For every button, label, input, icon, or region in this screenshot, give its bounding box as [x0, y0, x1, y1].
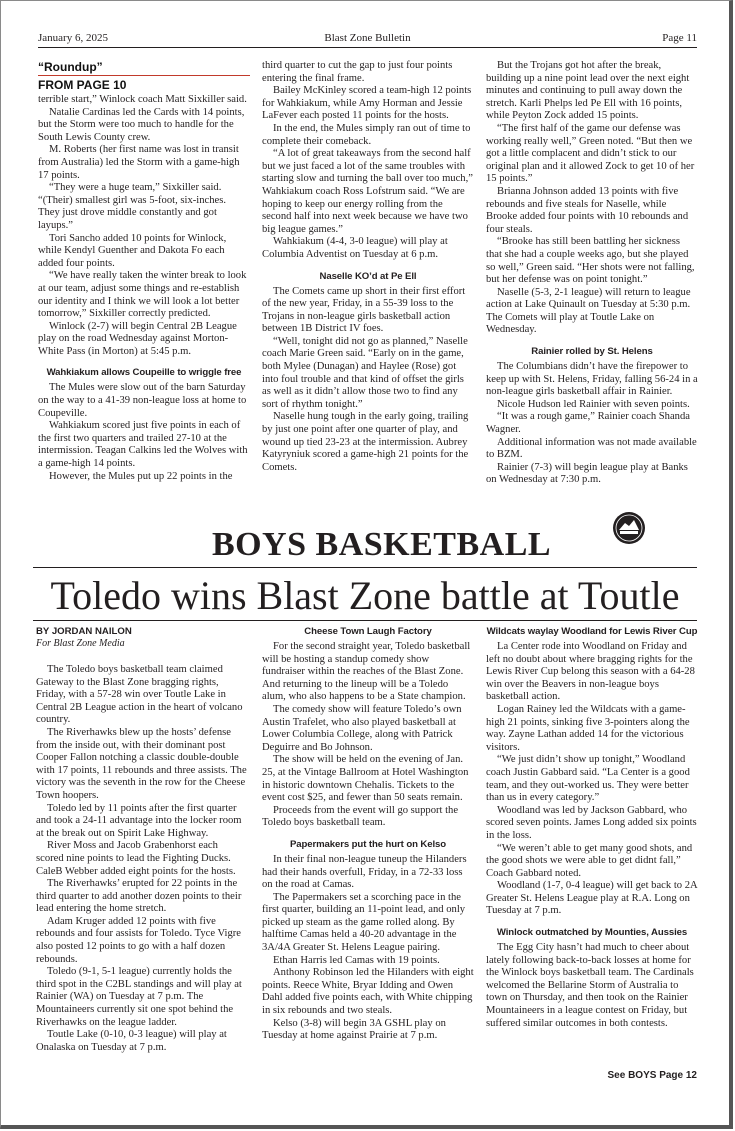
paragraph: The Egg City hasn’t had much to cheer about lately following back-to-back losses at home for the Winlock boys basketball team. The Cardinals welcomed the Bellarine Storm of Australia to town on Thursday, and then took on the Rainier Mountaineers in a league contest on Friday, but suffered similar outcomes in both contests.: [486, 942, 694, 1029]
paragraph: Rainier (7-3) will begin league play at Banks on Wednesday at 7:30 p.m.: [486, 461, 688, 486]
story-column-1: [36, 626, 248, 1054]
page-number: Page 11: [662, 32, 697, 44]
paragraph: “A lot of great takeaways from the second half but we just faced a lot of the same troubles with starting slow and turning the ball over too much,” Wahkiakum coach Ross Lofstrum said. “We are hoping to keep our energy rolling from the second half into next week because we have two big league games.”: [262, 148, 473, 235]
story-column-3: [486, 626, 698, 1030]
paragraph: Woodland was led by Jackson Gabbard, who scored seven points. James Long added six points in the loss.: [486, 804, 697, 841]
subhead-naselle: Naselle KO’d at Pe Ell: [319, 270, 417, 282]
paragraph: The Mules were slow out of the barn Saturday on the way to a 41-39 non-league loss at home to Coupeville.: [38, 382, 247, 419]
paragraph: M. Roberts (her first name was lost in transit from Australia) led the Storm with a game-high 17 points.: [38, 144, 240, 181]
story-headline: Toledo wins Blast Zone battle at Toutle: [50, 573, 680, 618]
paragraph: The Papermakers set a scorching pace in the first quarter, building an 11-point lead, and only picked up steam as the game rolled along. By halftime Camas held a 40-20 advantage in the 3A/4A Greater St. Helens League pairing.: [262, 891, 466, 954]
subhead-cheese-town: Cheese Town Laugh Factory: [304, 626, 432, 637]
paragraph: However, the Mules put up 22 points in the: [49, 470, 233, 482]
paragraph: “Well, tonight did not go as planned,” Naselle coach Marie Green said. “Early on in the game, both Mylee (Dunagan) and Haylee (Rose) got into foul trouble and that kind of offset the girls as well as it didn’t allow those two to find any sort of rhythm tonight.”: [262, 335, 468, 410]
jump-from-label: FROM PAGE 10: [38, 78, 127, 92]
subhead-wahkiakum: Wahkiakum allows Coupeille to wriggle free: [46, 367, 242, 379]
paragraph: Logan Rainey led the Wildcats with a game-high 21 points, sinking five 3-pointers along the way. Zayne Lathan added 14 for the victorious visitors.: [486, 703, 690, 753]
paragraph: Naselle (5-3, 2-1 league) will return to league action at Lake Quinault on Tuesday at 5:30 p.m. The Comets will play at Toutle Lake on Wednesday.: [486, 286, 691, 336]
roundup-column-2: [262, 60, 474, 474]
paragraph: Brianna Johnson added 13 points with five rebounds and five steals for Naselle, while Brooke added four points with 10 rebounds and four steals.: [486, 185, 689, 235]
paragraph: “Brooke has still been battling her sickness that she had a couple weeks ago, but she played so well,” Green said. “Her shots were not falling, but her defense was on point tonight.”: [486, 236, 695, 286]
byline-credit: For Blast Zone Media: [36, 638, 125, 649]
paragraph: Toledo led by 11 points after the first quarter and took a 24-11 advantage into the locker room at the break out on Spirit Lake Highway.: [36, 802, 242, 839]
subhead-winlock: Winlock outmatched by Mounties, Aussies: [496, 927, 688, 939]
paragraph: Wahkiakum scored just five points in each of the first two quarters and trailed 27-10 at the intermission. Teagan Calkins led the Wolves with a game-high 14 points.: [38, 420, 248, 470]
paragraph: Anthony Robinson led the Hilanders with eight points. Reece White, Bryar Idding and Owen Dahl added five points each, with White chipping in six rebounds and two steals.: [262, 967, 474, 1017]
paragraph: “We just didn’t show up tonight,” Woodland coach Justin Gabbard said. “La Center is a good team, and they out-worked us. They were better than us in every category.”: [486, 754, 690, 804]
header-rule: [38, 47, 697, 48]
paragraph: Toutle Lake (0-10, 0-3 league) will play at Onalaska on Tuesday at 7 p.m.: [36, 1029, 227, 1053]
paragraph: terrible start,” Winlock coach Matt Sixkiller said.: [38, 94, 247, 105]
paragraph: Wahkiakum (4-4, 3-0 league) will play at Columbia Adventist on Tuesday at 6 p.m.: [262, 236, 448, 260]
roundup-column-3: [486, 60, 698, 487]
paragraph: The comedy show will feature Toledo’s own Austin Trafelet, who also played basketball at Lower Columbia College, along with Patrick Deguirre and Bo Johnson.: [262, 703, 462, 753]
byline: BY JORDAN NAILON: [36, 626, 132, 637]
headline-rule: [33, 620, 697, 621]
issue-date: January 6, 2025: [38, 32, 108, 44]
paragraph: For the second straight year, Toledo basketball will be hosting a standup comedy show fundraiser within the reaches of the Blast Zone. And returning to the lineup will be a Toledo alum, who also happens to be a State champion.: [262, 641, 471, 703]
paragraph: third quarter to cut the gap to just four points entering the final frame.: [262, 60, 453, 84]
paragraph: The Riverhawks blew up the hosts’ defense from the inside out, with their dominant post Cooper Fallon notching a classic double-double with 17 points, 11 rebounds and three assists. The victory was the seventh in the row for the Cheese Town hoopers.: [36, 726, 247, 801]
paragraph: Additional information was not made available to BZM.: [486, 436, 697, 461]
paragraph: La Center rode into Woodland on Friday and left no doubt about where bragging rights for the Lewis River Cup belong this season with a 64-28 win over the Beavers in non-league boys basketball action.: [486, 641, 695, 703]
paragraph: The Columbians didn’t have the firepower to keep up with St. Helens, Friday, falling 56-24 in a non-league girls basketball affair in Rainier.: [486, 361, 698, 398]
subhead-wildcats: Wildcats waylay Woodland for Lewis River Cup: [486, 626, 698, 637]
paragraph: The Comets came up short in their first effort of the new year, Friday, in a 55-39 loss to the Trojans in non-league girls basketball action between 1B District IV foes.: [262, 285, 466, 335]
paragraph: Kelso (3-8) will begin 3A GSHL play on Tuesday at home against Prairie at 7 p.m.: [262, 1017, 446, 1042]
roundup-kicker: “Roundup”: [38, 60, 103, 74]
paragraph: The Toledo boys basketball team claimed Gateway to the Blast Zone bragging rights, Friday, with a 57-28 win over Toutle Lake in Central 2B League action in the heart of volcano country.: [36, 664, 243, 726]
paragraph: But the Trojans got hot after the break, building up a nine point lead over the next eight minutes and continuing to pull away down the stretch. Karli Phelps led Pe Ell with 16 points, while Peyton Zock added 15 points.: [486, 60, 690, 122]
paragraph: Tori Sancho added 10 points for Winlock, while Kendyl Guenther and Dakota Fo each added four points.: [38, 232, 227, 269]
paragraph: Ethan Harris led Camas with 19 points.: [273, 954, 440, 966]
paragraph: Winlock (2-7) will begin Central 2B League play on the road Wednesday against Morton-White Pass (in Morton) at 5:45 p.m.: [38, 320, 237, 357]
paragraph: Natalie Cardinas led the Cards with 14 points, but the Storm were too much to handle for the South Lewis County crew.: [38, 106, 245, 143]
roundup-column-1: [38, 60, 250, 483]
paragraph: Naselle hung tough in the early going, trailing by just one point after one quarter of play, and wound up tied 23-23 at the intermission. Aubrey Katyryniuk scored a game-high 21 points for the Comets.: [262, 411, 469, 473]
story-column-2: [262, 626, 474, 1043]
paragraph: “The first half of the game our defense was working really well,” Green noted. “But then we got a little complacent and didn’t stick to our original plan and it allowed Zock to get 10 of her 15 points.”: [486, 122, 695, 185]
page-header: [38, 32, 697, 48]
jump-to-link[interactable]: See BOYS Page 12: [607, 1070, 697, 1081]
paragraph: “They were a huge team,” Sixkiller said. “(Their) smallest girl was 5-foot, six-inches. They just drove middle constantly and got layups.”: [38, 182, 226, 231]
section-rule: [33, 567, 697, 568]
paragraph: Adam Kruger added 12 points with five rebounds and four assists for Toledo. Tyce Vigre also posted 12 points to go with a half dozen rebounds.: [36, 915, 242, 965]
kicker-rule: [38, 75, 250, 76]
paragraph: In the end, the Mules simply ran out of time to complete their comeback.: [262, 122, 471, 147]
paragraph: Toledo (9-1, 5-1 league) currently holds the third spot in the C2BL standings and will play at Rainier (WA) on Tuesday at 7 p.m. The Mountaineers currently sit one spot behind the Riverhawks on the league ladder.: [36, 966, 242, 1028]
paragraph: “We have really taken the winter break to look at our team, adjust some things and re-establish our identity and I think we will look a lot better tomorrow,” Sixkiller correctly predicted.: [38, 270, 247, 320]
paragraph: In their final non-league tuneup the Hilanders had their hands overfull, Friday, in a 72-33 loss on the road at Camas.: [262, 853, 467, 891]
publication-name: Blast Zone Bulletin: [324, 32, 411, 44]
paragraph: Woodland (1-7, 0-4 league) will get back to 2A Greater St. Helens League play at R.A. Long on Tuesday at 7 p.m.: [486, 880, 698, 917]
section-title: BOYS BASKETBALL: [211, 526, 552, 563]
paragraph: Nicole Hudson led Rainier with seven points.: [497, 398, 690, 410]
paragraph: The show will be held on the evening of Jan. 25, at the Vintage Ballroom at Hotel Washington in historic downtown Chehalis. Tickets to the event cost $25, and fewer than 50 seats remain.: [262, 754, 469, 804]
subhead-rainier: Rainier rolled by St. Helens: [531, 346, 653, 358]
paragraph: “It was a rough game,” Rainier coach Shanda Wagner.: [486, 411, 690, 436]
paragraph: The Riverhawks’ erupted for 22 points in the third quarter to add another dozen points to their lead entering the home stretch.: [36, 878, 242, 915]
paragraph: River Moss and Jacob Grabenhorst each scored nine points to lead the Fighting Ducks. CaleB Webber added eight points for the hosts.: [36, 840, 236, 877]
paragraph: Proceeds from the event will go support the Toledo boys basketball team.: [262, 804, 459, 829]
subhead-papermakers: Papermakers put the hurt on Kelso: [289, 838, 447, 850]
paragraph: Bailey McKinley scored a team-high 12 points for Wahkiakum, while Amy Horman and Jessie LaFever each posted 11 points for the hosts.: [262, 85, 472, 122]
paragraph: “We weren’t able to get many good shots, and the good shots we were able to get didnt fall,” Coach Gabbard noted.: [486, 842, 693, 879]
